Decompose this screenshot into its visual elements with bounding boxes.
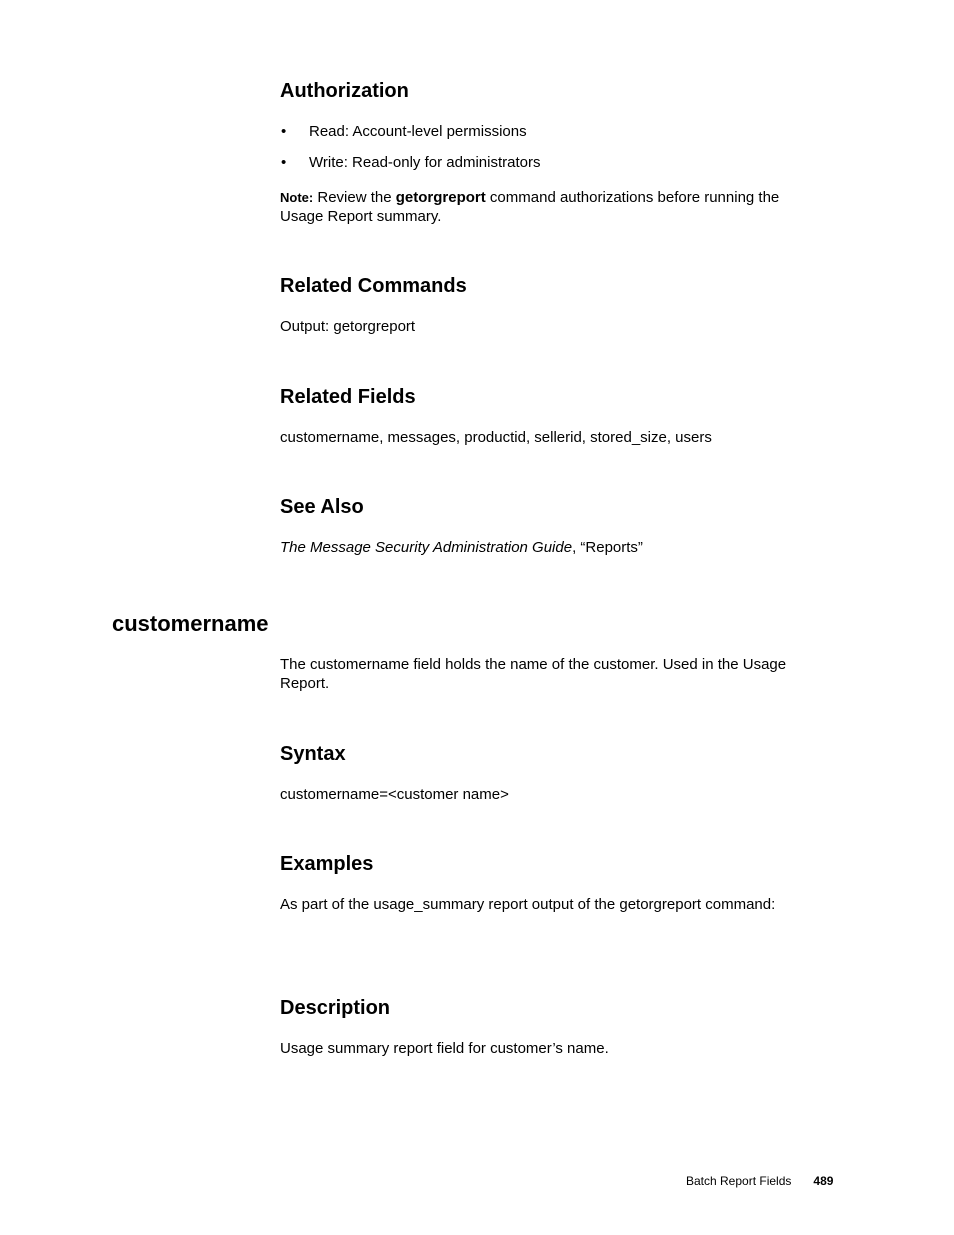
note-paragraph <box>280 188 820 226</box>
note-label: Note: <box>280 190 314 205</box>
related-commands-text: Output: getorgreport <box>280 318 416 335</box>
note-text: command authorizations before running the Usage Report summary. <box>280 189 780 225</box>
bullet-text: Write: Read-only for administrators <box>309 154 541 171</box>
see-also-heading: See Also <box>280 496 364 518</box>
page-footer <box>686 1174 833 1189</box>
guide-title: The Message Security Administration Guide <box>280 539 573 556</box>
guide-section: , “Reports” <box>572 539 643 556</box>
bullet-marker: • <box>281 123 287 140</box>
note-text: Review the <box>313 189 396 206</box>
syntax-text: customername=<customer name> <box>280 786 509 803</box>
note-command: getorgreport <box>395 189 486 206</box>
footer-section-title: Batch Report Fields <box>686 1174 792 1188</box>
examples-text: As part of the usage_summary report output of the getorgreport command: <box>280 896 776 913</box>
examples-heading: Examples <box>280 853 374 875</box>
entry-title: customername <box>112 611 269 636</box>
related-fields-heading: Related Fields <box>280 386 416 408</box>
syntax-heading: Syntax <box>280 743 346 765</box>
bullet-text: Read: Account-level permissions <box>309 123 527 140</box>
description-heading: Description <box>280 997 391 1019</box>
page-number: 489 <box>813 1174 834 1188</box>
see-also-text <box>280 538 820 557</box>
entry-intro: The customername field holds the name of the customer. Used in the Usage Report. <box>280 656 787 692</box>
description-text: Usage summary report field for customer’s name. <box>280 1040 609 1057</box>
authorization-heading: Authorization <box>280 80 409 102</box>
related-commands-heading: Related Commands <box>280 275 467 297</box>
related-fields-text: customername, messages, productid, sellerid, stored_size, users <box>280 429 712 446</box>
bullet-marker: • <box>281 154 287 171</box>
